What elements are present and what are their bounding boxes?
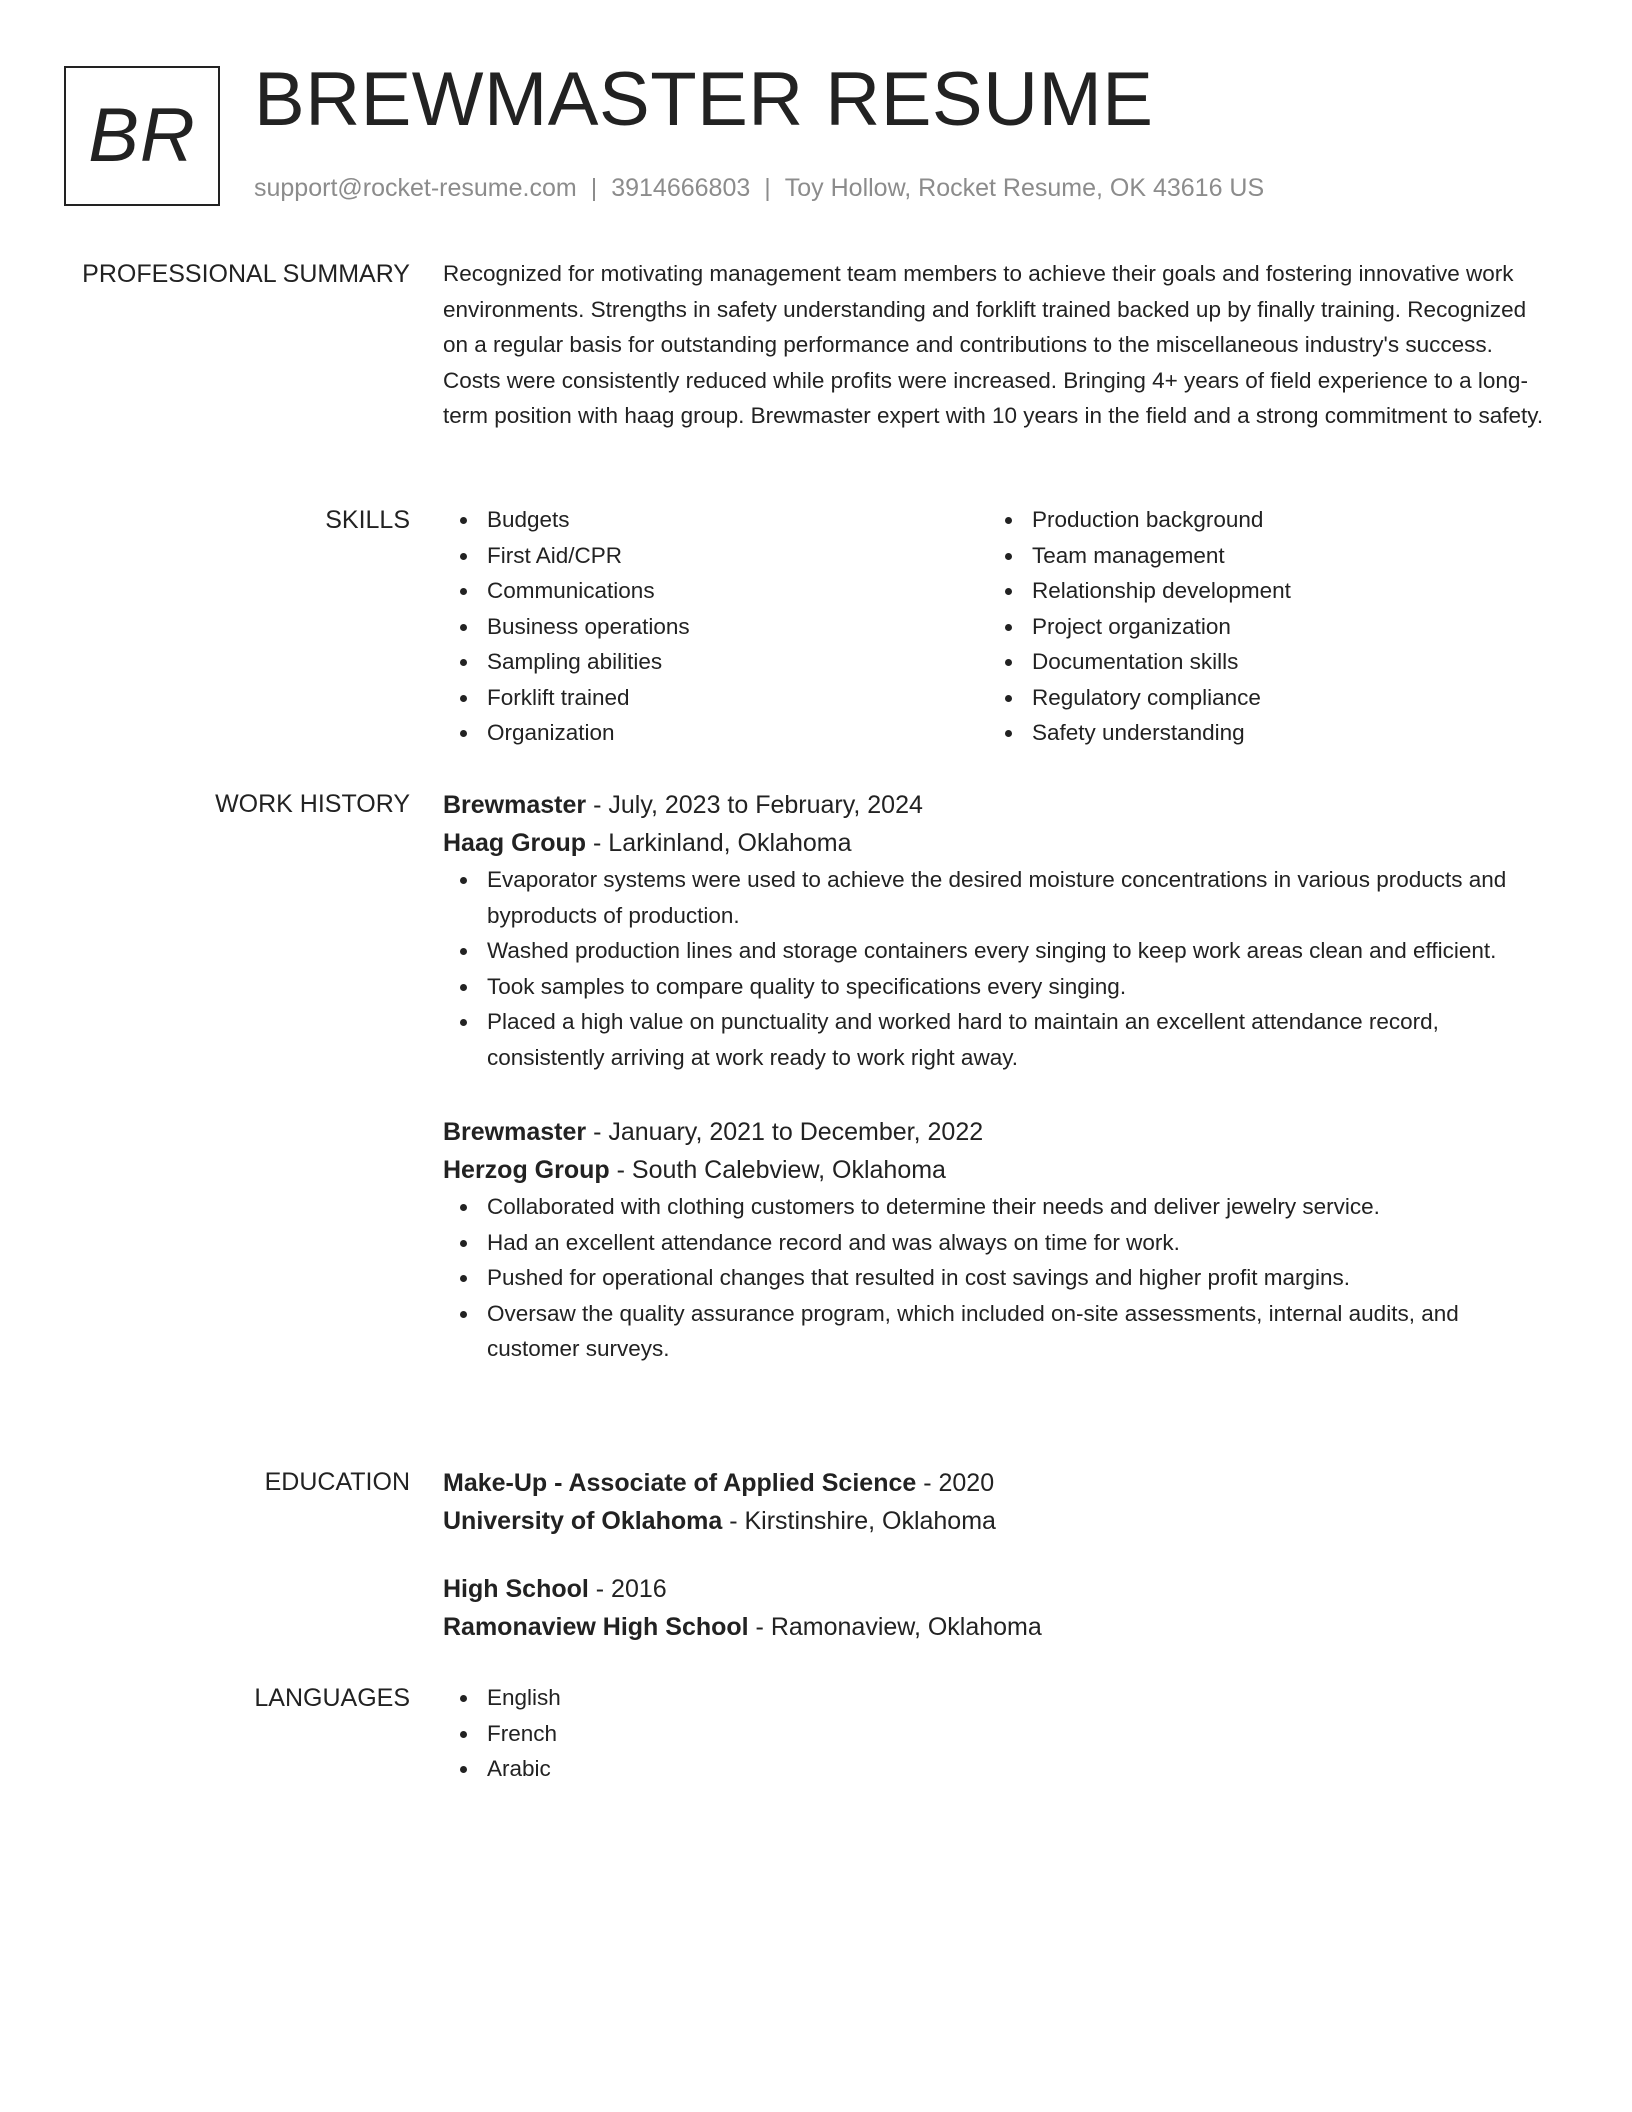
skill-item: Production background [988, 502, 1533, 538]
skills-grid [443, 502, 1553, 751]
skill-item: Sampling abilities [443, 644, 988, 680]
skill-item: Project organization [988, 609, 1533, 645]
job-title: Brewmaster [443, 1118, 587, 1146]
job-bullet: Pushed for operational changes that resulted in cost savings and higher profit margins. [443, 1260, 1553, 1296]
job-bullet: Washed production lines and storage containers every singing to keep work areas clean and efficient. [443, 933, 1553, 969]
education-year: - 2020 [916, 1469, 995, 1497]
skills-column-left [443, 502, 988, 751]
contact-line [254, 174, 1264, 203]
resume-title: BREWMASTER RESUME [254, 57, 1154, 142]
job-bullet: Evaporator systems were used to achieve the desired moisture concentrations in various products and byproducts of production. [443, 862, 1553, 933]
skill-item: Regulatory compliance [988, 680, 1533, 716]
contact-email[interactable]: support@rocket-resume.com [254, 174, 577, 202]
job-bullet: Placed a high value on punctuality and worked hard to maintain an excellent attendance record, consistently arriving at work ready to work right away. [443, 1004, 1553, 1075]
education-degree-line [443, 1570, 1553, 1608]
education-degree: Make-Up - Associate of Applied Science [443, 1469, 917, 1497]
skills-content [443, 502, 1553, 751]
education-entry [443, 1464, 1553, 1540]
work-content [443, 786, 1553, 1367]
section-label-work: WORK HISTORY [215, 790, 410, 818]
monogram-text: BR [88, 93, 196, 178]
job-company-line [443, 1151, 1553, 1189]
skill-item: Documentation skills [988, 644, 1533, 680]
job-title-line [443, 786, 1553, 824]
languages-content [443, 1680, 1553, 1787]
job-bullet: Had an excellent attendance record and was always on time for work. [443, 1225, 1553, 1261]
education-year: - 2016 [588, 1575, 667, 1603]
contact-separator: | [764, 174, 771, 202]
language-item: Arabic [443, 1751, 1553, 1787]
job-entry [443, 1113, 1553, 1367]
job-bullet: Oversaw the quality assurance program, which included on-site assessments, internal audits, and customer surveys. [443, 1296, 1553, 1367]
monogram-box [64, 66, 220, 206]
skill-item: Forklift trained [443, 680, 988, 716]
job-dates: - January, 2021 to December, 2022 [586, 1118, 984, 1146]
education-degree-line [443, 1464, 1553, 1502]
skills-column-right [988, 502, 1533, 751]
job-entry [443, 786, 1553, 1075]
language-item: English [443, 1680, 1553, 1716]
skill-item: Organization [443, 715, 988, 751]
skill-item: Budgets [443, 502, 988, 538]
contact-separator: | [590, 174, 598, 202]
section-label-skills: SKILLS [325, 506, 410, 534]
education-location: - Kirstinshire, Oklahoma [722, 1507, 996, 1535]
summary-content [443, 256, 1553, 434]
skill-item: Safety understanding [988, 715, 1533, 751]
job-bullet: Took samples to compare quality to specifications every singing. [443, 969, 1553, 1005]
skill-item: Relationship development [988, 573, 1533, 609]
job-title-line [443, 1113, 1553, 1151]
skill-item: Business operations [443, 609, 988, 645]
section-label-education: EDUCATION [264, 1468, 410, 1496]
language-item: French [443, 1716, 1553, 1752]
skill-item: Communications [443, 573, 988, 609]
education-school-line [443, 1608, 1553, 1646]
skill-item: Team management [988, 538, 1533, 574]
education-school: University of Oklahoma [443, 1507, 723, 1535]
section-label-summary: PROFESSIONAL SUMMARY [82, 260, 410, 288]
contact-phone[interactable]: 3914666803 [611, 174, 751, 202]
education-school: Ramonaview High School [443, 1613, 749, 1641]
job-company-line [443, 824, 1553, 862]
job-location: - South Calebview, Oklahoma [609, 1156, 946, 1184]
skill-item: First Aid/CPR [443, 538, 988, 574]
summary-text: Recognized for motivating management team members to achieve their goals and fostering innovative work environments. Strengths in safety understanding and forklift trained backed up by finally training. Recognized on a regular basis for outstanding performance and contributions to the miscellaneous industry's success. Costs were consistently reduced while profits were increased. Bringing 4+ years of field experience to a long-term position with haag group. Brewmaster expert with 10 years in the field and a strong commitment to safety. [443, 261, 1544, 428]
job-bullets [443, 1189, 1553, 1367]
education-content [443, 1464, 1553, 1646]
section-label-languages: LANGUAGES [254, 1684, 410, 1712]
job-company: Haag Group [443, 829, 587, 857]
job-bullet: Collaborated with clothing customers to determine their needs and deliver jewelry service. [443, 1189, 1553, 1225]
contact-address: Toy Hollow, Rocket Resume, OK 43616 US [784, 174, 1265, 202]
job-title: Brewmaster [443, 791, 587, 819]
education-entry [443, 1570, 1553, 1646]
languages-list [443, 1680, 1553, 1787]
education-location: - Ramonaview, Oklahoma [748, 1613, 1042, 1641]
education-school-line [443, 1502, 1553, 1540]
job-company: Herzog Group [443, 1156, 610, 1184]
education-degree: High School [443, 1575, 589, 1603]
job-location: - Larkinland, Oklahoma [586, 829, 852, 857]
job-dates: - July, 2023 to February, 2024 [586, 791, 923, 819]
job-bullets [443, 862, 1553, 1075]
